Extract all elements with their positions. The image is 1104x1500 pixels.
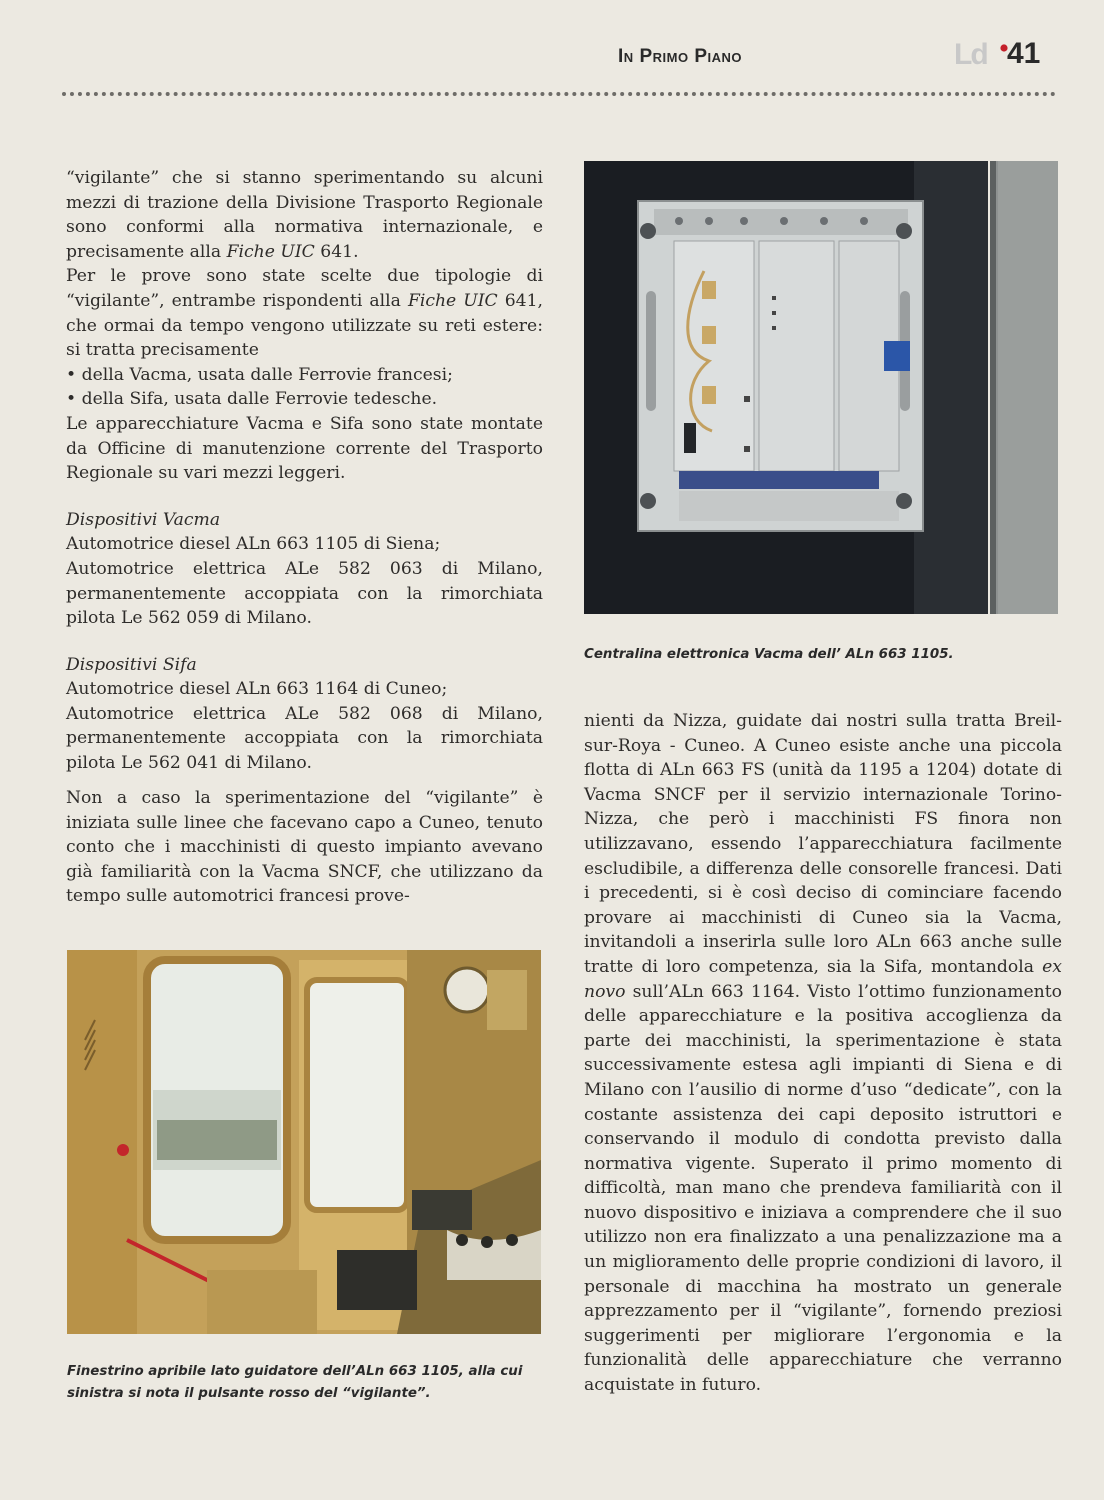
header-dotted-rule (62, 92, 1056, 96)
list-item: Automotrice elettrica ALe 582 068 di Milano, permanentemente accoppiata con la rimorchiata pilota Le 562 041 di Milano. (66, 703, 543, 774)
photo-vacma-control-unit (584, 161, 988, 614)
list-item: Automotrice diesel ALn 663 1105 di Siena; (66, 534, 441, 555)
paragraph: Non a caso la sperimentazione del “vigilante” è iniziata sulle linee che facevano capo a Cuneo, tenuto conto che i macchinisti di questo impianto avevano già familiarità con la Vacma SNCF, che utilizzano da tempo sulle automotrici francesi prove- (66, 788, 543, 907)
list-item: • della Vacma, usata dalle Ferrovie francesi; (66, 364, 453, 385)
caption-photo-1: Centralina elettronica Vacma dell’ ALn 663 1105. (584, 647, 954, 662)
subheading-vacma: Dispositivi Vacma (66, 509, 221, 530)
left-column-bottom (66, 786, 543, 909)
page-number: 41 (1007, 37, 1041, 70)
section-title: In Primo Piano (618, 46, 743, 67)
magazine-logo: Ld (954, 38, 987, 71)
paragraph: Le apparecchiature Vacma e Sifa sono state montate da Officine di manutenzione corrente del Trasporto Regionale su vari mezzi leggeri. (66, 413, 543, 484)
left-column-top (66, 166, 543, 776)
subheading-sifa: Dispositivi Sifa (66, 654, 197, 675)
list-item: Automotrice elettrica ALe 582 063 di Milano, permanentemente accoppiata con la rimorchiata pilota Le 562 059 di Milano. (66, 558, 543, 629)
right-column (584, 709, 1062, 1398)
paragraph: “vigilante” che si stanno sperimentando su alcuni mezzi di trazione della Divisione Trasporto Regionale sono conformi alla normativa internazionale, e precisamente alla Fiche UIC 641. (66, 168, 543, 262)
list-item: Automotrice diesel ALn 663 1164 di Cuneo; (66, 679, 448, 700)
photo-driver-cab-window (67, 950, 541, 1334)
photo-side-strip (990, 161, 1058, 614)
paragraph: nienti da Nizza, guidate dai nostri sulla tratta Breil-sur-Roya - Cuneo. A Cuneo esiste anche una piccola flotta di ALn 663 FS (unità da 1195 a 1204) dotate di Vacma SNCF per il servizio internazionale Torino-Nizza, che però i macchinisti FS finora non utilizzavano, essendo l’apparecchiatura facilmente escludibile, a differenza delle consorelle francesi. Dati i precedenti, si è così deciso di cominciare facendo provare ai macchinisti di Cuneo sia la Vacma, invitandoli a inserirla sulle loro ALn 663 anche sulle tratte di loro competenza, sia la Sifa, montandola ex novo sull’ALn 663 1164. Visto l’ottimo funzionamento delle apparecchiature e la positiva accoglienza da parte dei macchinisti, la sperimentazione è stata successivamente estesa agli impianti di Siena e di Milano con l’ausilio di norme d’uso “dedicate”, con la costante assistenza dei capi deposito istruttori e conservando il modulo di condotta previsto dalla normativa vigente. Superato il primo momento di difficoltà, man mano che prendeva familiarità con il nuovo dispositivo e iniziava a comprendere che il suo utilizzo non era finalizzato a una penalizzazione ma a un miglioramento delle proprie condizioni di lavoro, il personale di macchina ha mostrato un generale apprezzamento per il “vigilante”, fornendo preziosi suggerimenti per migliorare l’ergonomia e la funzionalità delle apparecchiature che verranno acquistate in futuro. (584, 711, 1062, 1396)
caption-photo-2: Finestrino apribile lato guidatore dell’ALn 663 1105, alla cui sinistra si nota il pulsante rosso del “vigilante”. (67, 1364, 523, 1401)
paragraph: Per le prove sono state scelte due tipologie di “vigilante”, entrambe rispondenti alla Fiche UIC 641, che ormai da tempo vengono utilizzate su reti estere: si tratta precisamente (66, 266, 543, 361)
list-item: • della Sifa, usata dalle Ferrovie tedesche. (66, 389, 438, 410)
